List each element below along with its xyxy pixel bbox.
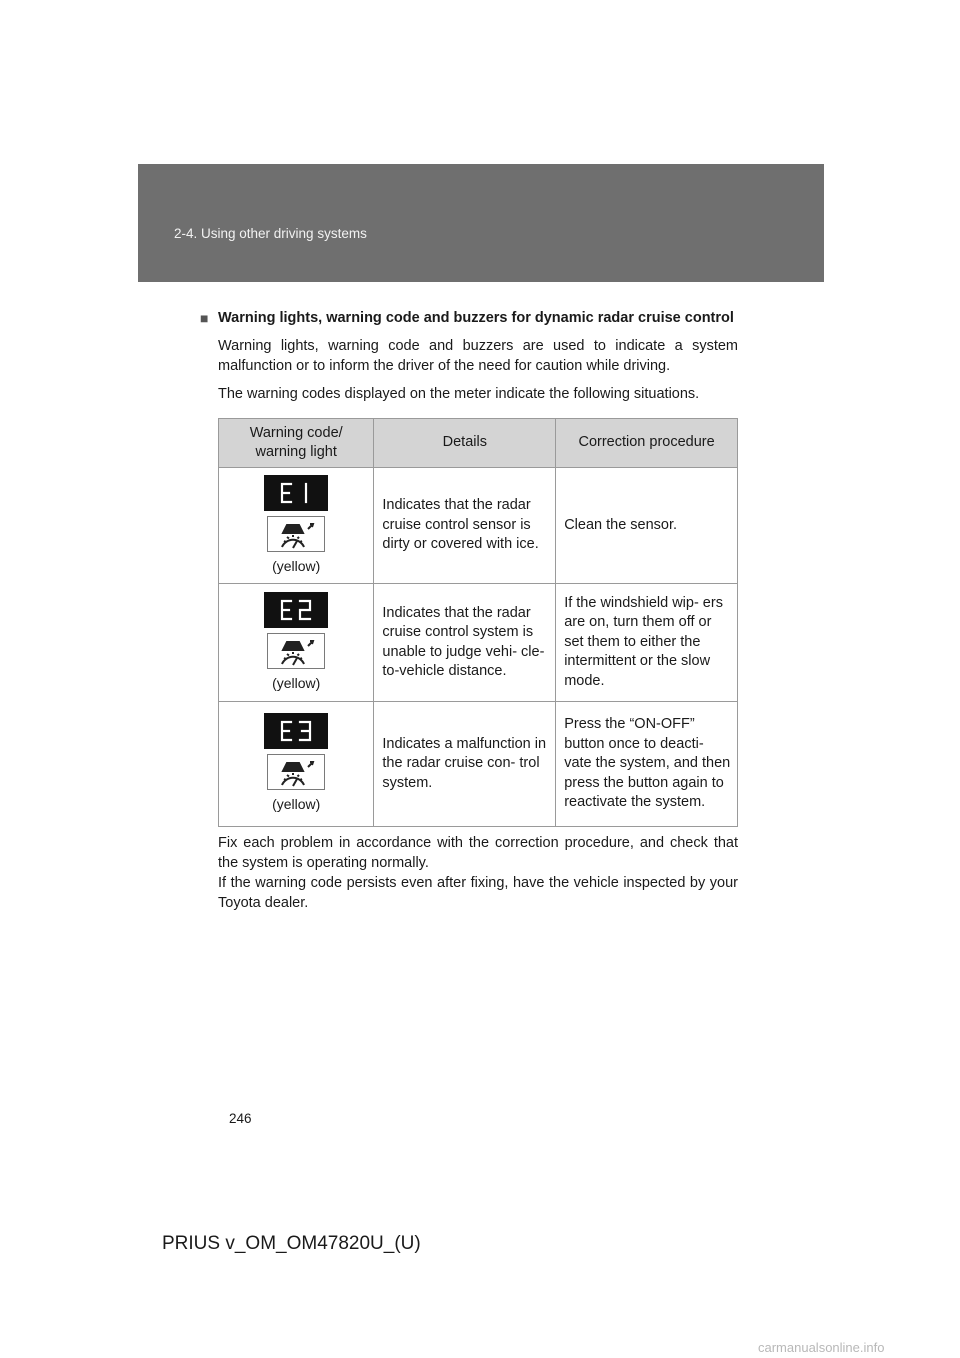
intro-paragraph: Warning lights, warning code and buzzers are used to indicate a system malfunction or to inform the driver of the need for caution while driving. [218,338,738,374]
table-row [219,468,738,584]
document-code: PRIUS v_OM_OM47820U_(U) [162,1233,421,1254]
warning-code-table [218,418,738,827]
table-row [219,702,738,827]
page-number: 246 [229,1111,252,1126]
lamp-color-label: (yellow) [272,674,321,691]
section-title: 2-4. Using other driving systems [174,226,367,241]
correction-cell: Clean the sensor. [556,468,738,584]
segment-display-icon [264,592,328,628]
warning-code-cell [219,702,374,827]
section-header-band [138,164,824,282]
correction-cell: Press the “ON-OFF” button once to deacti- vate the system, and then press the button again to reactivate the system. [556,702,738,827]
closing-paragraph: If the warning code persists even after fixing, have the vehicle inspected by your Toyota dealer. [218,875,738,911]
warning-code-cell [219,468,374,584]
correction-cell: If the windshield wip- ers are on, turn them off or set them to either the intermittent or the slow mode. [556,584,738,702]
details-cell: Indicates that the radar cruise control sensor is dirty or covered with ice. [374,468,556,584]
lamp-color-label: (yellow) [272,796,321,813]
details-cell: Indicates that the radar cruise control system is unable to judge vehi- cle-to-vehicle distance. [374,584,556,702]
segment-display-icon [264,475,328,511]
radar-cruise-warning-light-icon [267,633,325,669]
column-header-warning-code: Warning code/ warning light [219,419,374,468]
segment-display-icon [264,713,328,749]
heading-bullet-icon: ■ [200,310,209,326]
radar-cruise-warning-light-icon [267,516,325,552]
watermark-text: carmanualsonline.info [758,1340,885,1355]
column-header-correction: Correction procedure [556,419,738,468]
radar-cruise-warning-light-icon [267,754,325,790]
closing-paragraph: Fix each problem in accordance with the correction procedure, and check that the system is operating normally. [218,835,738,871]
intro-paragraph: The warning codes displayed on the meter indicate the following situations. [218,386,700,402]
table-row [219,584,738,702]
table-header-row [219,419,738,468]
details-cell: Indicates a malfunction in the radar cruise con- trol system. [374,702,556,827]
section-heading [200,308,738,328]
column-header-details: Details [374,419,556,468]
heading-text: Warning lights, warning code and buzzers for dynamic radar cruise control [218,310,734,326]
page-content [200,308,738,913]
warning-code-cell [219,584,374,702]
lamp-color-label: (yellow) [272,557,321,574]
